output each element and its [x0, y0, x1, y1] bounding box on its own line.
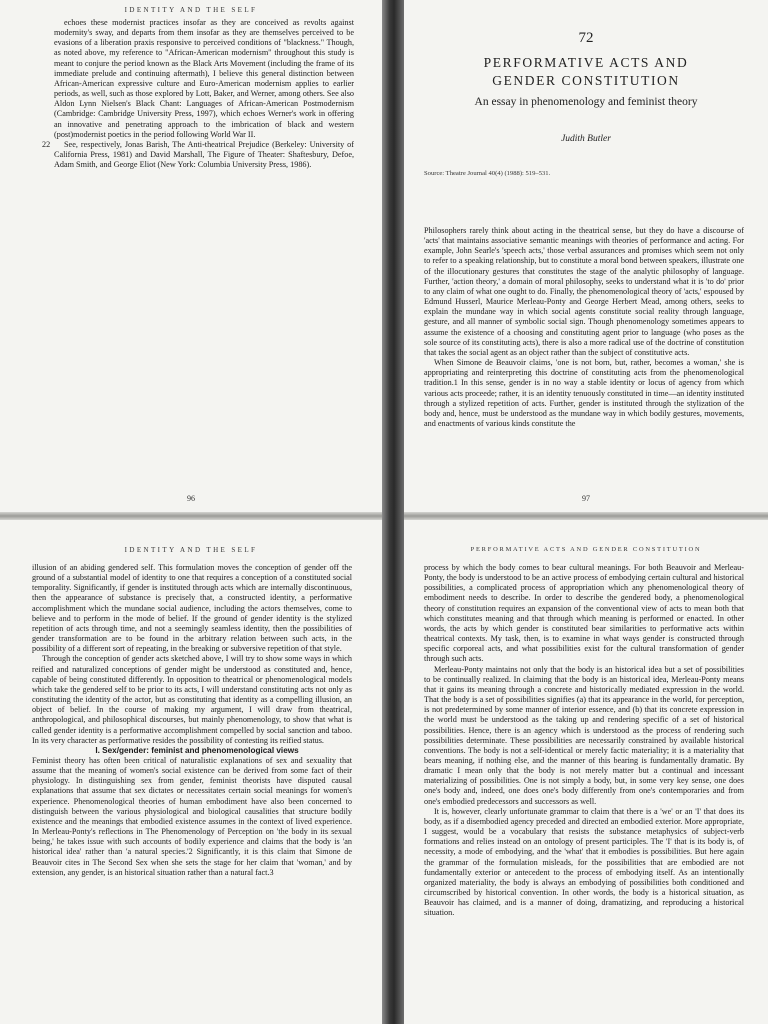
endnote-text: echoes these modernist practices insofar as they are conceived as revolts against modernity's sway, and departs from them insofar as they are themselves perceived to be evasions of a liberation praxis responsive to perceived conditions of "blackness." Though, as noted above, my reference to "African-American modernism" throughout this study is meant to conjure the period known as the Black Arts Movement (including the frame of its immediate prelude and continuing aftermath), I believe this general distinction between African-American expressive culture and Euro-American modernism applies to earlier periods, as well, such as those explored by Lott, Baker, and Werner, among others. See also Aldon Lynn Nielsen's Black Chant: Languages of African-American Postmodernism (Cambridge: Cambridge University Press, 1997), which echoes Werner's work in offering an innovative and penetrating approach to the imbrication of black and western (post)modernist poetics in the period following World War II. — [54, 18, 354, 139]
book-gutter — [382, 0, 404, 1024]
source-line: Source: Theatre Journal 40(4) (1988): 519–531. — [424, 170, 551, 177]
endnote-number: 22 — [42, 139, 51, 149]
left-bottom-page — [0, 516, 382, 1024]
paragraph: Philosophers rarely think about acting in the theatrical sense, but they do have a discourse of 'acts' that maintains associative semantic meanings with theories of performance and acting. For example, John Searle's 'speech acts,' those verbal assurances and promises which seem not only to refer to a speaking relationship, but to constitute a moral bond between speakers, illustrate one of the illocutionary gestures that constitutes the stage of the analytic philosophy of language. Further, 'action theory,' a domain of moral philosophy, seeks to understand what it is 'to do' prior to any claim of what one ought to do. Finally, the phenomenological theory of 'acts,' espoused by Edmund Husserl, Maurice Merleau-Ponty and George Herbert Mead, among others, seeks to explain the mundane way in which social agents constitute social reality through language, gesture, and all manner of symbolic social sign. Though phenomenology sometimes appears to assume the existence of a choosing and constituting agent prior to language (who poses as the sole source of its constituting acts), there is also a more radical use of the doctrine of constitution that takes the social agent as an object rather than the subject of constitutive acts. — [424, 226, 744, 357]
body-text — [32, 563, 352, 878]
endnote-22 — [32, 140, 354, 170]
paragraph: Through the conception of gender acts sketched above, I will try to show some ways in which reified and naturalized conceptions of gender might be understood as constituted and, hence, capable of being constituted differently. In opposition to theatrical or phenomenological models which take the gendered self to be prior to its acts, I will understand constituting acts not only as constituting the identity of the actor, but as constituting that identity as a compelling illusion, an object of belief. In the course of making my argument, I will draw from theatrical, anthropological, and philosophical discourses, but mainly phenomenology, to show that what is called gender identity is a performative accomplishment compelled by social sanction and taboo. In its very character as performative resides the possibility of contesting its reified status. — [32, 654, 352, 745]
endnotes — [32, 18, 354, 170]
title-line: PERFORMATIVE ACTS AND — [483, 55, 689, 70]
left-top-page — [0, 0, 382, 516]
section-heading: I. Sex/gender: feminist and phenomenological views — [95, 745, 299, 755]
paragraph: Feminist theory has often been critical of naturalistic explanations of sex and sexuality that assume that the meaning of women's social existence can be derived from some fact of their physiology. In distinguishing sex from gender, feminist theorists have disputed causal explanations that assume that sex dictates or necessitates certain social meanings for women's experience. Phenomenological theories of human embodiment have also been concerned to distinguish between the various physiological and biological causalities that structure bodily existence and the meanings that embodied existence assumes in the context of lived experience. In Merleau-Ponty's reflections in The Phenomenology of Perception on 'the body in its sexual being,' he takes issue with such accounts of bodily experience and claims that the body is 'an historical idea' rather than 'a natural species.'2 Significantly, it is this claim that Simone de Beauvoir cites in The Second Sex when she sets the stage for her claim that 'woman,' and by extension, any gender, is an historical situation rather than a natural fact.3 — [32, 755, 352, 877]
running-head: PERFORMATIVE ACTS AND GENDER CONSTITUTION — [470, 546, 702, 553]
body-text — [424, 563, 744, 918]
page-number: 97 — [582, 494, 590, 503]
article-title — [404, 54, 768, 90]
body-text — [424, 226, 744, 429]
author-name: Judith Butler — [561, 134, 611, 144]
endnote-continued — [32, 18, 354, 140]
paragraph: Merleau-Ponty maintains not only that the body is an historical idea but a set of possibilities to be continually realized. In claiming that the body is an historical idea, Merleau-Ponty means that it gains its meaning through a concrete and historically mediated expression in the world. That the body is a set of possibilities signifies (a) that its appearance in the world, for perception, is not predetermined by some manner of interior essence, and (b) that its concrete expression in the world must be understood as the taking up and rendering specific of a set of historical possibilities. Hence, there is an agency which is understood as the process of rendering such possibilities determinate. These possibilities are necessarily constrained by available historical conventions. The body is not a self-identical or merely factic materiality; it is a materiality that bears meaning, if nothing else, and the manner of this bearing is fundamentally dramatic. By dramatic I mean only that the body is not merely matter but a continual and incessant materializing of possibilities. One is not simply a body, but, in some very key sense, one does one's body and, indeed, one does one's body differently from one's contemporaries and from one's embodied predecessors and successors as well. — [424, 664, 744, 806]
running-head: IDENTITY AND THE SELF — [124, 546, 258, 554]
paragraph: process by which the body comes to bear cultural meanings. For both Beauvoir and Merleau-Ponty, the body is understood to be an active process of embodying certain cultural and historical possibilities, a complicated process of appropriation which any phenomenological theory of embodiment needs to describe. In order to describe the gendered body, a phenomenological theory of constitution requires an expansion of the conventional view of acts to mean both that which constitutes meaning and that through which meaning is performed or enacted. In other words, the acts by which gender is constituted bear similarities to performative acts within theatrical contexts. My task, then, is to examine in what ways gender is constructed through specific corporeal acts, and what possibilities exist for the cultural transformation of gender through such acts. — [424, 563, 744, 664]
paragraph: When Simone de Beauvoir claims, 'one is not born, but, rather, becomes a woman,' she is appropriating and reinterpreting this doctrine of constituting acts from the phenomenological tradition.1 In this sense, gender is in no way a stable identity or locus of agency from which various acts proceede; rather, it is an identity tenuously constituted in time—an identity instituted through a stylized repetition of acts. Further, gender is instituted through the stylization of the body and, hence, must be understood as the mundane way in which bodily gestures, movements, and enactments of various kinds constitute the — [424, 358, 744, 428]
right-top-page — [404, 0, 768, 516]
page-number: 96 — [187, 494, 195, 503]
article-subtitle: An essay in phenomenology and feminist theory — [474, 96, 698, 108]
right-bottom-page — [404, 516, 768, 1024]
chapter-number: 72 — [578, 30, 594, 46]
title-line: GENDER CONSTITUTION — [492, 73, 680, 88]
paragraph: illusion of an abiding gendered self. This formulation moves the conception of gender off the ground of a substantial model of identity to one that requires a conception of a constituted social temporality. Significantly, if gender is instituted through acts which are internally discontinuous, then the appearance of substance is precisely that, a constructed identity, a performative accomplishment which the mundane social audience, including the actors themselves, come to believe and to perform in the mode of belief. If the ground of gender identity is the stylized repetition of acts through time, and not a seemingly seamless identity, then the possibilities of gender transformation are to be found in the arbitrary relation between such acts, in the possibility of a different sort of repeating, in the breaking or subversive repetition of that style. — [32, 563, 352, 654]
running-head: IDENTITY AND THE SELF — [124, 6, 258, 14]
paragraph: It is, however, clearly unfortunate grammar to claim that there is a 'we' or an 'I' that does its body, as if a disembodied agency preceded and directed an embodied exterior. More appropriate, I suggest, would be a vocabulary that resists the substance metaphysics of subject-verb formations and relies instead on an ontology of present participles. The 'I' that is its body is, of necessity, a mode of embodying, and the 'what' that it embodies is possibilities. But here again the grammar of the formulation misleads, for the possibilities that are embodied are not fundamentally exterior or antecedent to the process of embodying itself. As an intentionally organized materiality, the body is always an embodying of possibilities both conditioned and circumscribed by historical convention. In other words, the body is a historical situation, as Beauvoir has claimed, and is a manner of doing, dramatizing, and reproducing a historical situation. — [424, 806, 744, 918]
endnote-text: See, respectively, Jonas Barish, The Anti-theatrical Prejudice (Berkeley: University of California Press, 1981) and David Marshall, The Figure of Theater: Shaftesbury, Defoe, Adam Smith, and George Eliot (New York: Columbia University Press, 1986). — [54, 139, 354, 170]
